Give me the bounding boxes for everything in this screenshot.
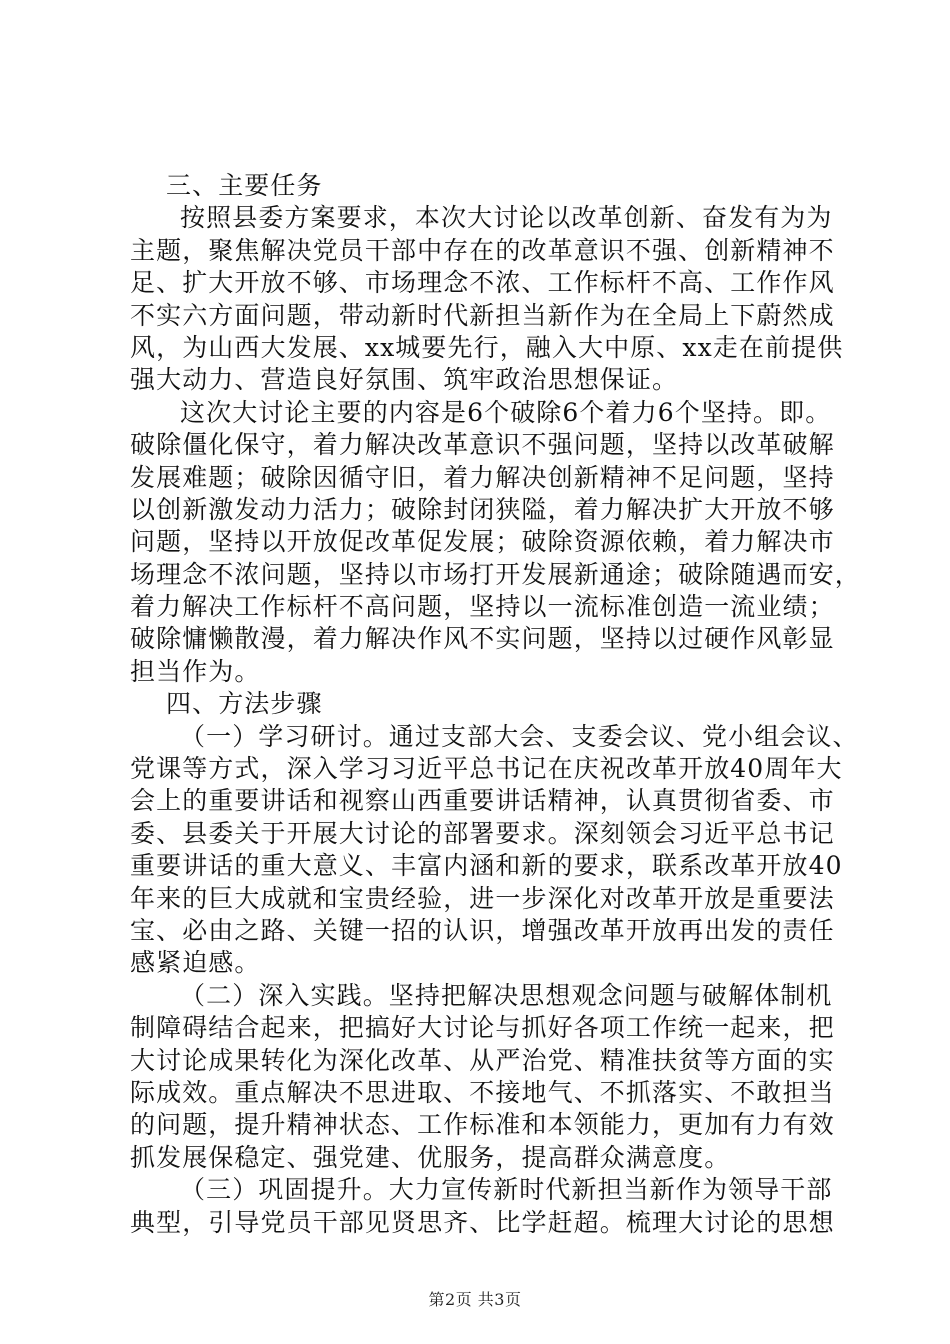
text-line: 三、主要任务 <box>166 171 323 200</box>
text-line: （三）巩固提升。大力宣传新时代新担当新作为领导干部 <box>180 1175 833 1205</box>
text-line: 着力解决工作标杆不高问题，坚持以一流标准创造一流业绩； <box>130 592 835 622</box>
text-line: 主题，聚焦解决党员干部中存在的改革意识不强、创新精神不 <box>130 235 835 265</box>
text-line: 四、方法步骤 <box>166 689 323 719</box>
text-line: 会上的重要讲话和视察山西重要讲话精神，认真贯彻省委、市 <box>130 786 835 816</box>
text-line: （一）学习研讨。通过支部大会、支委会议、党小组会议、 <box>180 721 859 751</box>
text-line: 发展难题；破除因循守旧，着力解决创新精神不足问题，坚持 <box>130 462 835 492</box>
text-line: 破除僵化保守，着力解决改革意识不强问题，坚持以改革破解 <box>130 430 835 460</box>
text-line: 强大动力、营造良好氛围、筑牢政治思想保证。 <box>130 365 679 395</box>
text-line: （二）深入实践。坚持把解决思想观念问题与破解体制机 <box>180 980 833 1010</box>
text-line: 场理念不浓问题，坚持以市场打开发展新通途；破除随遇而安， <box>130 559 861 589</box>
text-line: 担当作为。 <box>130 656 261 686</box>
text-line: 典型，引导党员干部见贤思齐、比学赶超。梳理大讨论的思想 <box>130 1207 835 1237</box>
text-line: 感紧迫感。 <box>130 948 261 978</box>
text-line: 际成效。重点解决不思进取、不接地气、不抓落实、不敢担当 <box>130 1077 835 1107</box>
text-line: 破除慵懒散漫，着力解决作风不实问题，坚持以过硬作风彰显 <box>130 624 835 654</box>
text-line: 宝、必由之路、关键一招的认识，增强改革开放再出发的责任 <box>130 915 835 945</box>
text-line: 足、扩大开放不够、市场理念不浓、工作标杆不高、工作作风 <box>130 268 835 298</box>
text-line: 抓发展保稳定、强党建、优服务，提高群众满意度。 <box>130 1142 731 1172</box>
text-line: 以创新激发动力活力；破除封闭狭隘，着力解决扩大开放不够 <box>130 494 835 524</box>
text-line: 问题，坚持以开放促改革促发展；破除资源依赖，着力解决市 <box>130 527 835 557</box>
document-body <box>130 170 861 1239</box>
text-line: 的问题，提升精神状态、工作标准和本领能力，更加有力有效 <box>130 1110 835 1140</box>
text-line: 制障碍结合起来，把搞好大讨论与抓好各项工作统一起来，把 <box>130 1013 835 1043</box>
text-line: 年来的巨大成就和宝贵经验，进一步深化对改革开放是重要法 <box>130 883 835 913</box>
text-line: 这次大讨论主要的内容是6个破除6个着力6个坚持。即。 <box>180 397 832 427</box>
text-line: 大讨论成果转化为深化改革、从严治党、精准扶贫等方面的实 <box>130 1045 835 1075</box>
page-number-footer: 第2页 共3页 <box>428 1290 522 1309</box>
text-line: 委、县委关于开展大讨论的部署要求。深刻领会习近平总书记 <box>130 818 835 848</box>
text-line: 党课等方式，深入学习习近平总书记在庆祝改革开放40周年大 <box>130 754 843 784</box>
text-line: 风，为山西大发展、xx城要先行，融入大中原、xx走在前提供 <box>130 332 844 362</box>
text-line: 按照县委方案要求，本次大讨论以改革创新、奋发有为为 <box>180 203 833 233</box>
text-line: 重要讲话的重大意义、丰富内涵和新的要求，联系改革开放40 <box>130 851 843 881</box>
text-line: 不实六方面问题，带动新时代新担当新作为在全局上下蔚然成 <box>130 300 835 330</box>
